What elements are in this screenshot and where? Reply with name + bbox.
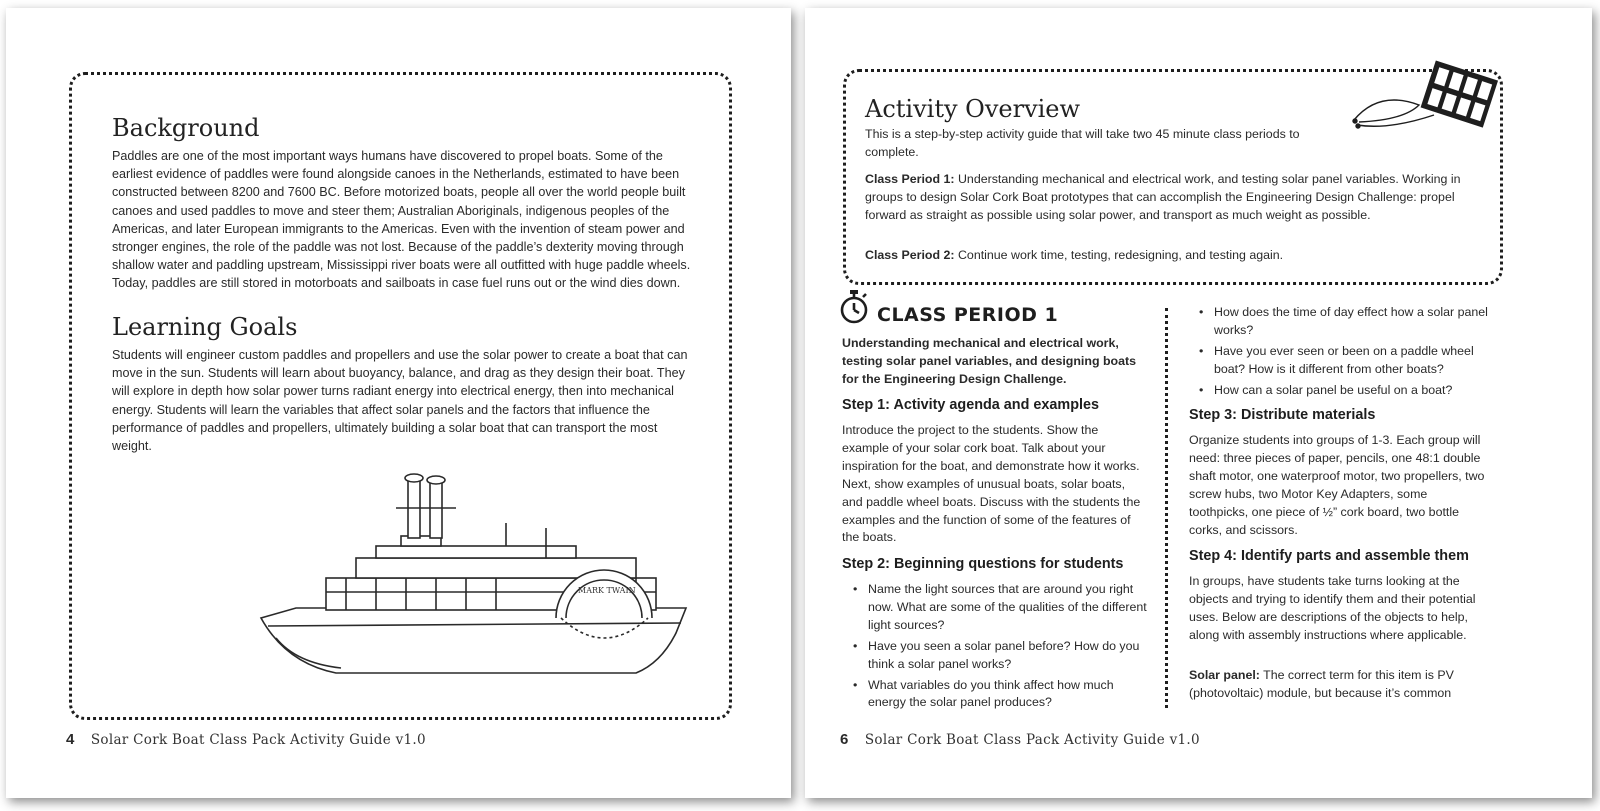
overview-intro: This is a step-by-step activity guide that will take two 45 minute class periods to complete.: [865, 127, 1300, 159]
stopwatch-icon: [838, 289, 870, 325]
step-1-text: Introduce the project to the students. Show the example of your solar cork boat. Talk about your inspiration for the boat, and demonstrate how it works. Next, show examples of unusual boats, solar boats, and paddle wheel boats. Discuss with the students the examples and the function of some of the features of the boats.: [842, 423, 1141, 545]
step-4-heading: Step 4: Identify parts and assemble them: [1189, 548, 1469, 564]
step-3-text: Organize students into groups of 1-3. Each group will need: three pieces of paper, pencils, one 48:1 double shaft motor, one waterproof motor, two propellers, two screw hubs, two Motor Key Adapters, some toothpicks, one piece of ½” cork board, two bottle corks, and scissors.: [1189, 433, 1485, 537]
class-period-subtitle: Understanding mechanical and electrical work, testing solar panel variables, and designing boats for the Engineering Design Challenge.: [842, 336, 1137, 386]
left-page: [6, 8, 791, 798]
class-period-heading: CLASS PERIOD 1: [877, 304, 1059, 326]
class-period-1-label: Class Period 1:: [865, 172, 955, 186]
page-number: 4: [66, 731, 75, 748]
list-item: • Have you seen a solar panel before? How do you think a solar panel works?: [842, 638, 1147, 674]
solar-panel-text: The correct term for this item is PV (photovoltaic) module, but because it’s common: [1189, 668, 1454, 700]
class-period-1-text: Understanding mechanical and electrical work, and testing solar panel variables. Working in groups to design Solar Cork Boat prototypes that can accomplish the Engineering Design Challenge: propel forward as straight as possible using solar power, and transport as much weight as possible.: [865, 172, 1461, 222]
solar-panel-illustration: [1349, 60, 1499, 140]
page-footer: [840, 731, 1200, 748]
page-footer: [66, 731, 426, 748]
step-3-heading: Step 3: Distribute materials: [1189, 407, 1376, 423]
svg-text:MARK TWAIN: MARK TWAIN: [578, 586, 636, 595]
column-divider: [1165, 308, 1168, 708]
list-item: • What variables do you think affect how much energy the solar panel produces?: [842, 677, 1147, 713]
footer-title: Solar Cork Boat Class Pack Activity Guide v1.0: [864, 732, 1200, 748]
solar-panel-label: Solar panel:: [1189, 668, 1260, 682]
class-period-1-summary: [865, 171, 1465, 225]
class-period-2-label: Class Period 2:: [865, 248, 955, 262]
background-heading: Background: [112, 114, 260, 142]
step-2-heading: Step 2: Beginning questions for students: [842, 556, 1124, 572]
step-2-question-list-continued: [1188, 304, 1493, 403]
footer-title: Solar Cork Boat Class Pack Activity Guide v1.0: [90, 732, 426, 748]
class-period-2-text: Continue work time, testing, redesigning, and testing again.: [954, 248, 1284, 262]
page-number: 6: [840, 731, 849, 748]
background-text: Paddles are one of the most important ways humans have discovered to propel boats. Some of the earliest evidence of paddles were found alongside canoes in the Netherlands, estimated to have been constructed between 8200 and 7600 BC. Before motorized boats, people all over the world people built canoes and used paddles to move and steer them; Australian Aboriginals, indigenous peoples of the Americas, and later European immigrants to the Americas. Even with the invention of steam power and stronger engines, the role of the paddle was not lost. Because of the paddle’s dexterity moving through shallow water and paddling upstream, Mississippi river boats were all outfitted with huge paddle wheels. Today, paddles are still stored in motorboats and sailboats in case fuel runs out or the wind dies down.: [112, 149, 691, 291]
step-2-question-list: [842, 581, 1147, 715]
learning-goals-text: Students will engineer custom paddles and propellers and use the solar power to create a boat that can move in the sun. Students will learn about buoyancy, balance, and drag as they design their boat. They will explore in depth how solar power turns radiant energy into electrical energy, then into mechanical energy. Students will learn the variables that affect solar panels and the factors that influence the performance of paddles and propellers, ultimately building a solar boat that can transport the most weight.: [112, 348, 688, 454]
solar-panel-description: [1189, 667, 1489, 703]
list-item: • Have you ever seen or been on a paddle wheel boat? How is it different from other boats?: [1188, 343, 1493, 379]
class-period-2-summary: [865, 247, 1465, 265]
activity-overview-heading: Activity Overview: [865, 95, 1081, 123]
list-item: • How can a solar panel be useful on a boat?: [1188, 382, 1493, 400]
step-4-text: In groups, have students take turns looking at the objects and trying to identify them and their potential uses. Below are descriptions of the objects to help, along with assembly instructions where applicable.: [1189, 574, 1476, 642]
step-1-heading: Step 1: Activity agenda and examples: [842, 397, 1099, 413]
list-item: • How does the time of day effect how a solar panel works?: [1188, 304, 1493, 340]
list-item: • Name the light sources that are around you right now. What are some of the qualities of the different light sources?: [842, 581, 1147, 635]
paddle-steamboat-illustration: [256, 468, 696, 688]
learning-goals-heading: Learning Goals: [112, 313, 298, 341]
right-page: [805, 8, 1592, 798]
